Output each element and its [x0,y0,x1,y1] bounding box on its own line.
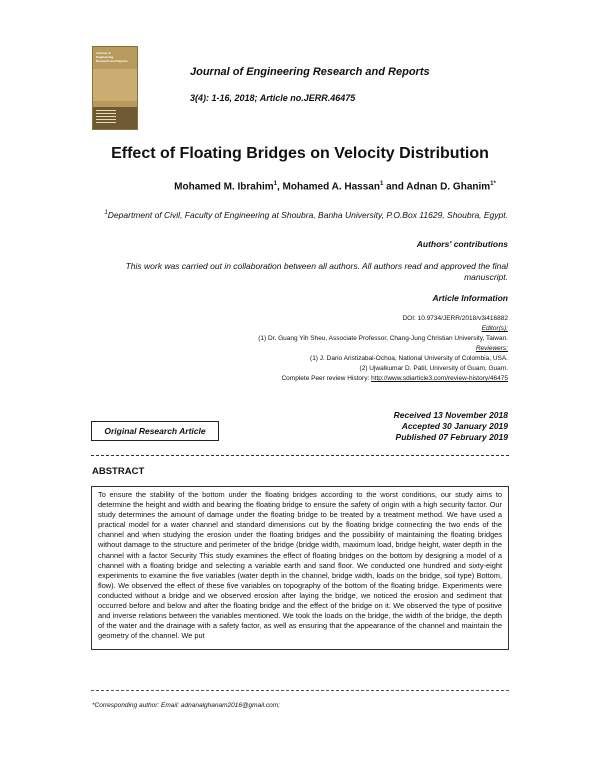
author-affiliation-mark: 1 [273,181,277,187]
affiliation [95,207,508,221]
abstract-heading: ABSTRACT [92,466,145,477]
cover-title: Journal of Engineering Research and Reports [96,51,128,63]
cover-band [93,69,137,101]
article-information-heading: Article Information [432,293,508,303]
journal-reference: 3(4): 1-16, 2018; Article no.JERR.46475 [190,93,356,103]
author-name: Mohamed A. Hassan [282,181,380,193]
affiliation-mark: 1 [104,210,108,216]
author-affiliation-mark: 1 [379,181,384,187]
section-divider [91,455,509,456]
article-type-box [91,421,219,441]
paper-title: Effect of Floating Bridges on Velocity Distribution [111,145,489,162]
author-name: Adnan D. Ghanim [406,181,491,193]
author-separator: and [383,181,407,193]
abstract-text: To ensure the stability of the bottom under the floating bridges according to the worst conditions, our study aims to determine the height and width and bearing the floating bridge to ensure the safety of origin with a high security factor. Our study determines the amount of damage under the floating bridge to be treated by a treatment method. We have used a practical model for a water channel and standard dimensions cut by the floating bridge connecting the two ends of the channel and when studying the erosion under the floating bridges and the possibility of maintaining the floating bridges without damage to the structure and perimeter of the bridge (bridge width, maximum load, bridge height, water depth in the channel with a factor Security This study examines the effect of floating bridges on the bottom by designing a model of a channel with a floating bridge and selecting a variable earth and sand floor. We conducted one hundred and sixty-eight experiments to examine the five variables (water depth in the channel, bridge width, loads on the bridge, soil type) Bottom, flow). We observed the effect of these five variables on topography of the bottom of the floating bridge. Experiments were conducted without a bridge and we observed erosion after laying the bridge, we noticed the erosion and sediment that occurred before and below and after the floating bridge and the effect of the bridge on it. We observed the type of positive and inverse relations between the variables mentioned. We took the loads on the bridge, the width of the bridge, the depth of the water and the drainage with a safety factor, as well as ensuring that the appearance of the channel and maintain the geometry of the channel. We put [98,490,502,641]
review-history-label: Complete Peer review History: [281,375,372,382]
review-history-link[interactable]: http://www.sdiarticle3.com/review-history/46475 [371,375,508,382]
review-history [150,374,508,384]
journal-cover-thumbnail [92,46,138,130]
reviewer-2: (2) Ujwalkumar D. Patil, University of Guam, Guam. [359,365,508,372]
cover-text-lines [96,110,116,124]
editor-label: Editor(s): [481,325,508,332]
journal-name: Journal of Engineering Research and Reports [190,66,430,78]
contributions-heading: Authors' contributions [416,239,508,249]
contributions-text: This work was carried out in collaboration between all authors. All authors read and approved the final manuscript. [125,261,508,282]
publication-dates [300,410,508,443]
doi: DOI: 10.9734/JERR/2018/v3i416882 [402,315,508,322]
abstract-box [91,486,509,650]
article-type: Original Research Article [104,426,206,436]
footnote-divider [91,690,509,691]
author-list [0,181,600,192]
published-date: Published 07 February 2019 [395,432,508,442]
affiliation-text: Department of Civil, Faculty of Engineering at Shoubra, Banha University, P.O.Box 11629, Shoubra, Egypt. [107,209,508,220]
author-name: Mohamed M. Ibrahim [174,181,274,193]
author-separator: , [276,181,283,193]
reviewers-label: Reviewers: [475,345,508,352]
accepted-date: Accepted 30 January 2019 [401,421,508,431]
editor: (1) Dr. Guang Yih Sheu, Associate Professor, Chang-Jung Christian University, Taiwan. [258,335,508,342]
author-affiliation-mark: 1* [490,181,496,187]
article-information [150,314,508,384]
corresponding-author-footnote: *Corresponding author: Email: adnanalghanam2016@gmail.com; [92,702,280,709]
reviewer-1: (1) J. Dario Aristizabal-Ochoa, National University of Colombia, USA. [310,355,508,362]
received-date: Received 13 November 2018 [393,410,508,420]
